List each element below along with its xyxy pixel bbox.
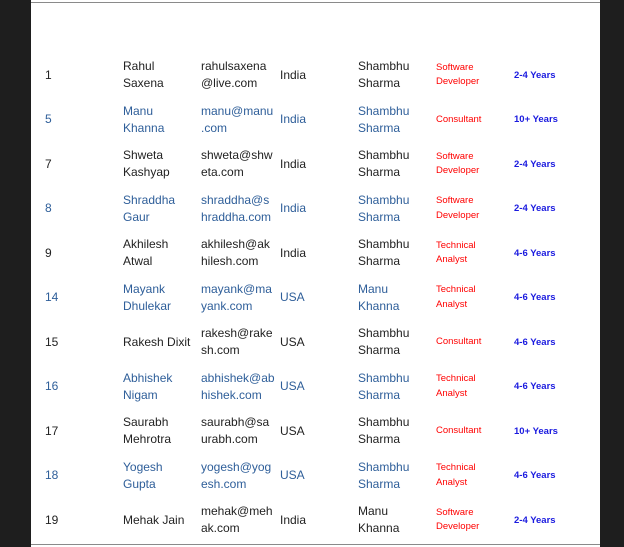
cell-manager-line: Sharma: [358, 120, 401, 135]
cell-role-line: Consultant: [436, 336, 482, 347]
cell-manager-line: Shambhu: [358, 415, 410, 430]
cell-email: [201, 498, 280, 543]
cell-role-line: Developer: [436, 521, 480, 533]
cell-role-line: Technical: [436, 284, 476, 296]
cell-name: [123, 142, 201, 187]
cell-manager-line: Sharma: [358, 387, 401, 402]
cell-manager-line: Manu: [358, 281, 389, 296]
cell-name: [123, 454, 201, 499]
table-row: [31, 454, 600, 499]
cell-name: [123, 320, 201, 365]
cell-email: [201, 365, 280, 410]
cell-id: 15: [45, 334, 59, 349]
cell-manager-line: Sharma: [358, 165, 401, 180]
cell-role-line: Technical: [436, 462, 476, 474]
cell-name: [123, 409, 201, 454]
cell-email-line: mayank@ma: [201, 281, 272, 296]
table-row: [31, 276, 600, 321]
cell-email-line: sh.com: [201, 343, 240, 358]
cell-email: [201, 409, 280, 454]
cell-name-line: Kashyap: [123, 165, 170, 180]
cell-experience: 4-6 Years: [514, 247, 556, 259]
cell-role-line: Analyst: [436, 298, 468, 310]
cell-id: 9: [45, 245, 52, 260]
cell-manager-line: Shambhu: [358, 59, 410, 74]
cell-email: [201, 187, 280, 232]
cell-experience: 2-4 Years: [514, 514, 556, 526]
cell-manager-line: Sharma: [358, 209, 401, 224]
cell-experience: 2-4 Years: [514, 69, 556, 81]
cell-manager-line: Shambhu: [358, 370, 410, 385]
cell-name: [123, 231, 201, 276]
cell-manager: [358, 365, 436, 410]
cell-manager: [358, 409, 436, 454]
cell-name-line: Atwal: [123, 254, 153, 269]
cell-id: 18: [45, 468, 59, 483]
cell-email-line: esh.com: [201, 476, 247, 491]
cell-role-line: Developer: [436, 209, 480, 221]
table-row: [31, 231, 600, 276]
table-row: [31, 98, 600, 143]
table-row: [31, 142, 600, 187]
cell-role: [436, 53, 514, 98]
cell-name-line: Gupta: [123, 476, 156, 491]
table-row: [31, 53, 600, 98]
cell-role-line: Analyst: [436, 476, 468, 488]
cell-email-line: eta.com: [201, 165, 244, 180]
cell-manager-line: Shambhu: [358, 237, 410, 252]
cell-email: [201, 231, 280, 276]
cell-id: 7: [45, 156, 52, 171]
cell-experience: 4-6 Years: [514, 336, 556, 348]
table-row: [31, 365, 600, 410]
cell-email-line: rakesh@rake: [201, 326, 273, 341]
cell-manager-line: Shambhu: [358, 103, 410, 118]
cell-email: [201, 276, 280, 321]
cell-manager: [358, 276, 436, 321]
cell-email-line: saurabh@sa: [201, 415, 270, 430]
cell-role-line: Developer: [436, 165, 480, 177]
cell-id: 14: [45, 290, 59, 305]
table-row: [31, 187, 600, 232]
cell-country: India: [280, 156, 307, 171]
cell-role-line: Technical: [436, 373, 476, 385]
cell-experience: 4-6 Years: [514, 292, 556, 304]
cell-role: [436, 365, 514, 410]
cell-email-line: yogesh@yog: [201, 459, 272, 474]
cell-id: 8: [45, 201, 52, 216]
cell-role: [436, 98, 514, 143]
cell-name: [123, 365, 201, 410]
cell-id: 5: [45, 112, 52, 127]
cell-experience: 2-4 Years: [514, 203, 556, 215]
cell-role: [436, 187, 514, 232]
cell-country: India: [280, 245, 307, 260]
cell-name-line: Khanna: [123, 120, 165, 135]
cell-email-line: hilesh.com: [201, 254, 259, 269]
cell-manager-line: Shambhu: [358, 326, 410, 341]
cell-country: USA: [280, 468, 305, 483]
table-body: [31, 53, 600, 543]
cell-name: [123, 98, 201, 143]
cell-manager-line: Khanna: [358, 521, 400, 536]
cell-name: [123, 53, 201, 98]
cell-name-line: Nigam: [123, 387, 158, 402]
cell-country: India: [280, 201, 307, 216]
cell-email-line: akhilesh@ak: [201, 237, 270, 252]
cell-email-line: .com: [201, 120, 228, 135]
cell-email-line: @live.com: [201, 76, 258, 91]
cell-role-line: Analyst: [436, 387, 468, 399]
cell-role: [436, 409, 514, 454]
cell-manager-line: Sharma: [358, 76, 401, 91]
cell-manager: [358, 231, 436, 276]
cell-role: [436, 231, 514, 276]
cell-email-line: urabh.com: [201, 432, 258, 447]
document-page: [31, 0, 600, 547]
cell-name-line: Gaur: [123, 209, 150, 224]
cell-role: [436, 142, 514, 187]
cell-email: [201, 53, 280, 98]
table-row: [31, 320, 600, 365]
cell-email: [201, 98, 280, 143]
cell-email: [201, 454, 280, 499]
cell-manager-line: Sharma: [358, 432, 401, 447]
cell-email-line: yank.com: [201, 298, 253, 313]
cell-experience: 4-6 Years: [514, 381, 556, 393]
cell-name: [123, 276, 201, 321]
cell-role-line: Software: [436, 506, 474, 518]
employee-table: [31, 53, 600, 543]
cell-manager: [358, 498, 436, 543]
cell-manager-line: Shambhu: [358, 459, 410, 474]
cell-manager: [358, 142, 436, 187]
cell-manager-line: Manu: [358, 504, 389, 519]
cell-manager-line: Shambhu: [358, 192, 410, 207]
cell-country: USA: [280, 334, 305, 349]
cell-role-line: Technical: [436, 239, 476, 251]
cell-manager: [358, 187, 436, 232]
cell-manager: [358, 53, 436, 98]
cell-name-line: Shweta: [123, 148, 164, 163]
cell-role-line: Analyst: [436, 254, 468, 266]
cell-experience: 10+ Years: [514, 425, 558, 437]
cell-role-line: Developer: [436, 76, 480, 88]
table-row: [31, 498, 600, 543]
cell-role: [436, 320, 514, 365]
cell-manager-line: Shambhu: [358, 148, 410, 163]
cell-experience: 2-4 Years: [514, 158, 556, 170]
cell-role-line: Consultant: [436, 113, 482, 125]
cell-country: India: [280, 67, 307, 82]
cell-name-line: Saxena: [123, 76, 164, 91]
cell-name-line: Saurabh: [123, 415, 169, 430]
cell-id: 16: [45, 379, 59, 394]
cell-name-line: Mayank: [123, 281, 166, 296]
cell-email-line: manu@manu: [201, 103, 274, 118]
cell-name-line: Rahul: [123, 59, 155, 74]
cell-email-line: mehak@meh: [201, 504, 273, 519]
cell-role: [436, 454, 514, 499]
cell-id: 17: [45, 423, 59, 438]
cell-manager: [358, 98, 436, 143]
cell-name-line: Manu: [123, 103, 154, 118]
cell-name-line: Abhishek: [123, 370, 173, 385]
cell-country: India: [280, 512, 307, 527]
cell-role: [436, 276, 514, 321]
cell-name-line: Yogesh: [123, 459, 163, 474]
cell-name-line: Dhulekar: [123, 298, 172, 313]
cell-email-line: rahulsaxena: [201, 59, 267, 74]
table-row: [31, 409, 600, 454]
page-bottom-border: [31, 544, 600, 545]
cell-role: [436, 498, 514, 543]
cell-id: 1: [45, 67, 52, 82]
cell-name-line: Shraddha: [123, 192, 176, 207]
cell-email-line: abhishek@ab: [201, 370, 275, 385]
cell-manager: [358, 320, 436, 365]
cell-name: [123, 187, 201, 232]
cell-experience: 10+ Years: [514, 114, 558, 126]
cell-name-line: Rakesh Dixit: [123, 334, 191, 349]
cell-name: [123, 498, 201, 543]
cell-country: USA: [280, 290, 305, 305]
cell-email: [201, 320, 280, 365]
cell-id: 19: [45, 512, 59, 527]
cell-manager-line: Sharma: [358, 343, 401, 358]
cell-name-line: Akhilesh: [123, 237, 169, 252]
cell-name-line: Mehak Jain: [123, 512, 185, 527]
cell-role-line: Consultant: [436, 425, 482, 436]
cell-manager: [358, 454, 436, 499]
cell-country: USA: [280, 423, 305, 438]
cell-manager-line: Sharma: [358, 254, 401, 269]
page-top-border: [31, 2, 600, 3]
cell-role-line: Software: [436, 195, 474, 207]
cell-country: India: [280, 112, 307, 127]
cell-email-line: ak.com: [201, 521, 240, 536]
cell-role-line: Software: [436, 61, 474, 73]
cell-manager-line: Khanna: [358, 298, 400, 313]
cell-name-line: Mehrotra: [123, 432, 172, 447]
cell-email-line: shweta@shw: [201, 148, 273, 163]
cell-role-line: Software: [436, 150, 474, 162]
cell-manager-line: Sharma: [358, 476, 401, 491]
cell-email-line: hraddha.com: [201, 209, 272, 224]
cell-email-line: shraddha@s: [201, 192, 270, 207]
cell-experience: 4-6 Years: [514, 470, 556, 482]
cell-country: USA: [280, 379, 305, 394]
cell-email-line: hishek.com: [201, 387, 262, 402]
cell-email: [201, 142, 280, 187]
